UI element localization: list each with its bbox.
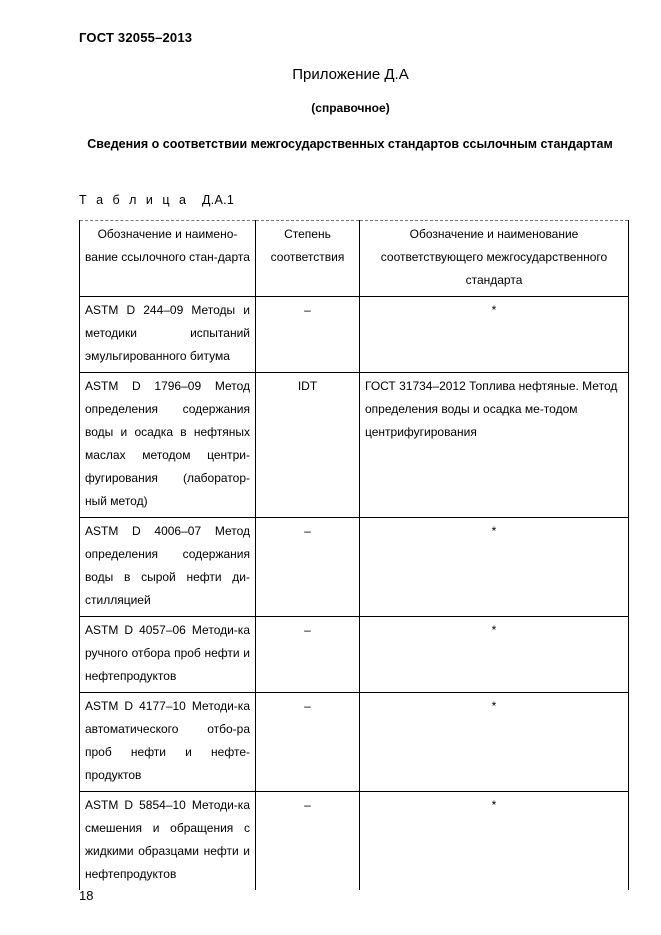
- cell-degree: –: [256, 617, 360, 693]
- cell-reference: ASTM D 4057–06 Методи-ка ручного отбора проб нефти и нефтепродуктов: [80, 617, 256, 693]
- cell-interstate: *: [360, 297, 629, 373]
- cell-degree: IDT: [256, 373, 360, 518]
- appendix-type: [0, 101, 661, 115]
- reference-standards-table: [79, 220, 629, 890]
- column-header-reference: Обозначение и наимено-вание ссылочного стан-дарта: [80, 221, 256, 297]
- cell-reference: ASTM D 5854–10 Методи-ка смешения и обращения с жидкими образцами нефти и нефтепродуктов: [80, 792, 256, 891]
- column-header-degree: Степень соответствия: [256, 221, 360, 297]
- table-caption-number: Д.А.1: [201, 193, 235, 207]
- cell-interstate: *: [360, 792, 629, 891]
- appendix-type-text: (справочное): [311, 101, 390, 115]
- table-row: [80, 617, 629, 693]
- cell-degree: –: [256, 693, 360, 792]
- cell-interstate: ГОСТ 31734–2012 Топлива нефтяные. Метод определения воды и осадка ме-тодом центрифугирования: [360, 373, 629, 518]
- table-row: [80, 297, 629, 373]
- cell-reference: ASTM D 4006–07 Метод определения содержания воды в сырой нефти ди-стилляцией: [80, 518, 256, 617]
- cell-reference: ASTM D 4177–10 Методи-ка автоматического отбо-ра проб нефти и нефте-продуктов: [80, 693, 256, 792]
- page-number: 18: [79, 888, 94, 903]
- table-row: [80, 373, 629, 518]
- table-row: [80, 693, 629, 792]
- cell-degree: –: [256, 792, 360, 891]
- table-header-row: [80, 221, 629, 297]
- cell-degree: –: [256, 297, 360, 373]
- cell-interstate: *: [360, 518, 629, 617]
- table-caption-prefix: Т а б л и ц а: [79, 193, 189, 207]
- cell-reference: ASTM D 244–09 Методы и методики испытаний эмульгированного битума: [80, 297, 256, 373]
- cell-interstate: *: [360, 617, 629, 693]
- column-header-interstate: Обозначение и наименование соответствующего межгосударственного стандарта: [360, 221, 629, 297]
- table-caption: [79, 193, 234, 207]
- cell-interstate: *: [360, 693, 629, 792]
- table-row: [80, 518, 629, 617]
- cell-degree: –: [256, 518, 360, 617]
- appendix-subject: Сведения о соответствии межгосударственных стандартов ссылочным стандартам: [87, 137, 613, 151]
- appendix-title-text: Приложение Д.А: [292, 66, 409, 83]
- cell-reference: ASTM D 1796–09 Метод определения содержания воды и осадка в нефтяных маслах методом центри-фугирования (лаборатор-ный метод): [80, 373, 256, 518]
- document-code: ГОСТ 32055–2013: [79, 30, 193, 45]
- appendix-title: [0, 66, 661, 83]
- table-row: [80, 792, 629, 891]
